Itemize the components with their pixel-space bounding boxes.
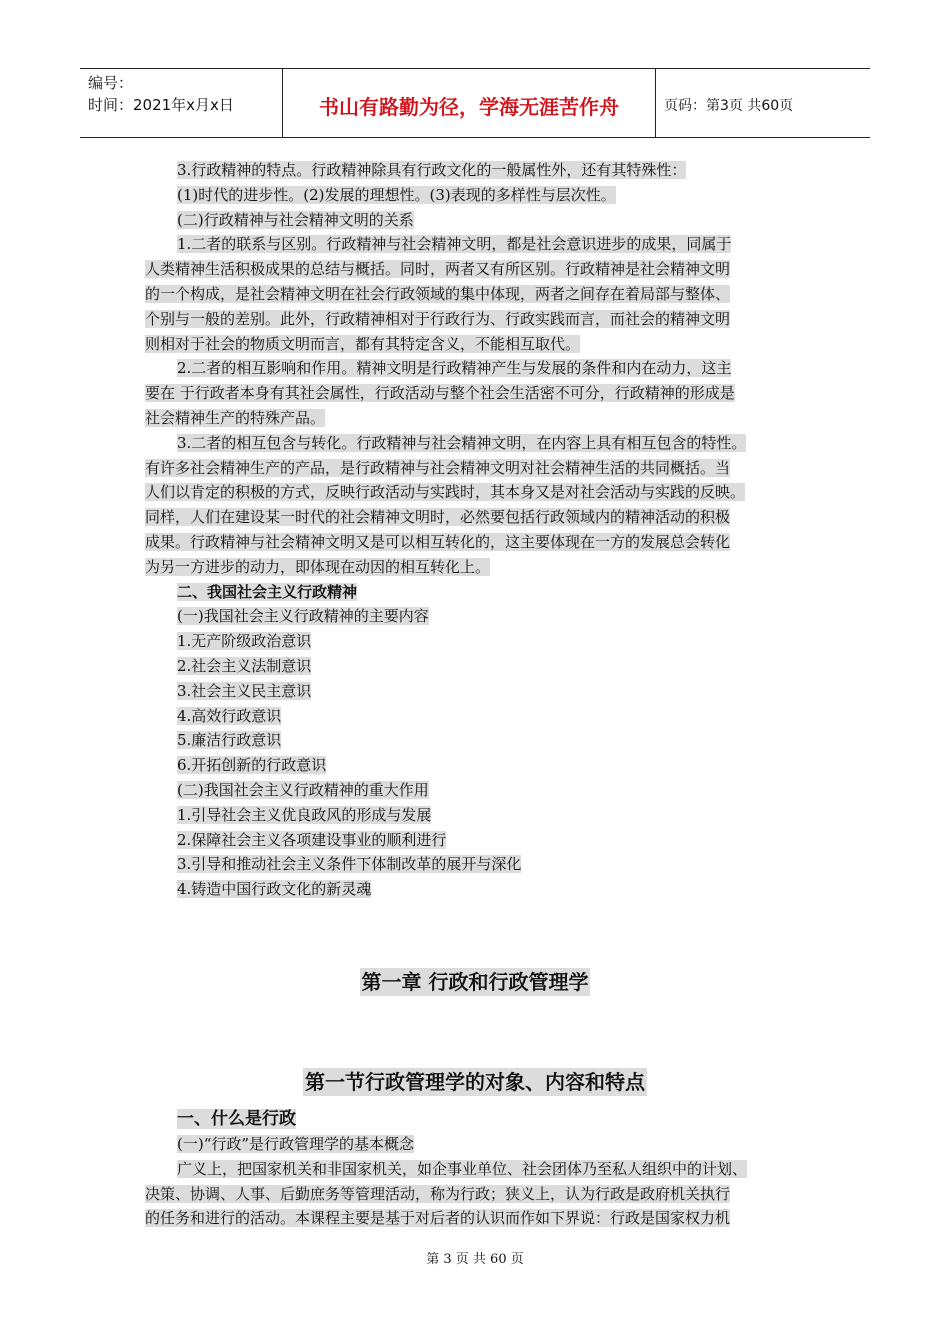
page-footer: 第 3 页 共 60 页 — [426, 1252, 524, 1267]
paragraph-line: 2.二者的相互影响和作用。精神文明是行政精神产生与发展的条件和内在动力，这主 — [177, 359, 732, 378]
header-meta — [80, 69, 283, 137]
paragraph-line: 6.开拓创新的行政意识 — [177, 756, 327, 775]
paragraph-line: 3.二者的相互包含与转化。行政精神与社会精神文明，在内容上具有相互包含的特性。 — [177, 433, 747, 452]
paragraph-line: 人类精神生活积极成果的总结与概括。同时，两者又有所区别。行政精神是社会精神文明 — [145, 260, 731, 279]
paragraph-line: 则相对于社会的物质文明而言，都有其特定含义，不能相互取代。 — [145, 334, 581, 353]
paragraph-line: 4.铸造中国行政文化的新灵魂 — [177, 880, 372, 899]
paragraph-line: 4.高效行政意识 — [177, 706, 282, 725]
paragraph-line: 2.社会主义法制意识 — [177, 656, 312, 675]
paragraph-line: 的任务和进行的活动。本课程主要是基于对后者的认识而作如下界说：行政是国家权力机 — [145, 1209, 731, 1228]
paragraph-line: 社会精神生产的特殊产品。 — [145, 408, 326, 427]
paragraph-line: 人们以肯定的积极的方式，反映行政活动与实践时，其本身又是对社会活动与实践的反映。 — [145, 483, 746, 502]
paragraph-line: 有许多社会精神生产的产品，是行政精神与社会精神文明对社会精神生活的共同概括。当 — [145, 458, 731, 477]
paragraph-line: 个别与一般的差别。此外，行政精神相对于行政行为、行政实践而言，而社会的精神文明 — [145, 309, 731, 328]
paragraph-line: 的一个构成，是社会精神文明在社会行政领域的集中体现，两者之间存在着局部与整体、 — [145, 284, 731, 303]
header-motto: 书山有路勤为径，学海无涯苦作舟 — [283, 69, 656, 137]
paragraph-line: (二)我国社会主义行政精神的重大作用 — [177, 780, 429, 799]
paragraph-line: 1.无产阶级政治意识 — [177, 632, 312, 651]
paragraph-line: 广义上，把国家机关和非国家机关，如企事业单位、社会团体乃至私人组织中的计划、 — [177, 1159, 748, 1178]
paragraph-line: 3.社会主义民主意识 — [177, 681, 312, 700]
code-label: 编号： — [88, 74, 134, 92]
paragraph-line: 为另一方进步的动力，即体现在动因的相互转化上。 — [145, 557, 491, 576]
paragraph-line: 5.廉洁行政意识 — [177, 731, 282, 750]
page-header — [80, 68, 870, 138]
paragraph-line: 成果。行政精神与社会精神文明又是可以相互转化的，这主要体现在一方的发展总会转化 — [145, 532, 731, 551]
time-label: 时间：2021年x月x日 — [88, 96, 234, 114]
section-heading: 二、我国社会主义行政精神 — [177, 582, 358, 601]
paragraph-line: 同样，人们在建设某一时代的社会精神文明时，必然要包括行政领域内的精神活动的积极 — [145, 508, 731, 527]
paragraph-line: (二)行政精神与社会精神文明的关系 — [177, 210, 414, 229]
header-page-info: 页码：第3页 共60页 — [664, 98, 794, 114]
paragraph-line: 1.引导社会主义优良政风的形成与发展 — [177, 805, 432, 824]
section-title: 第一节行政管理学的对象、内容和特点 — [305, 1070, 645, 1094]
paragraph-line: 2.保障社会主义各项建设事业的顺利进行 — [177, 830, 447, 849]
paragraph-line: 3.行政精神的特点。行政精神除具有行政文化的一般属性外，还有其特殊性： — [177, 161, 687, 179]
paragraph-line: (一)我国社会主义行政精神的主要内容 — [177, 607, 429, 626]
paragraph-line: 3.引导和推动社会主义条件下体制改革的展开与深化 — [177, 855, 522, 874]
paragraph-line: (1)时代的进步性。(2)发展的理想性。(3)表现的多样性与层次性。 — [177, 185, 616, 204]
paragraph-line: 1.二者的联系与区别。行政精神与社会精神文明，都是社会意识进步的成果，同属于 — [177, 235, 732, 254]
paragraph-line: 要在 于行政者本身有其社会属性，行政活动与整个社会生活密不可分，行政精神的形成是 — [145, 384, 735, 403]
body-text-bottom — [145, 1106, 810, 1231]
paragraph-line: (一)“行政”是行政管理学的基本概念 — [177, 1135, 415, 1153]
section-heading: 一、什么是行政 — [177, 1109, 296, 1129]
body-text-top — [145, 158, 810, 902]
chapter-title: 第一章 行政和行政管理学 — [361, 970, 589, 994]
paragraph-line: 决策、协调、人事、后勤庶务等管理活动，称为行政；狭义上，认为行政是政府机关执行 — [145, 1184, 731, 1203]
